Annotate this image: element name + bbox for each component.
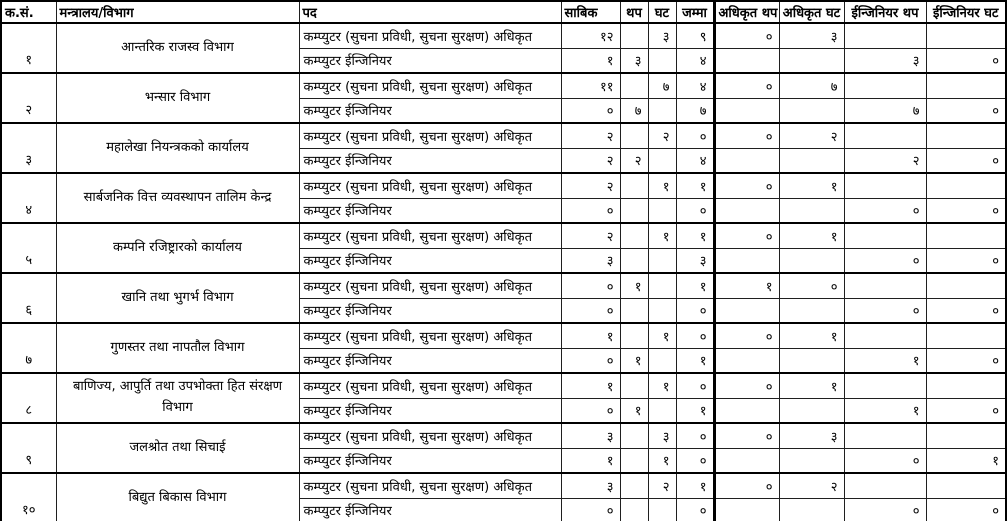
header-ministry-department: मन्त्रालय/विभाग: [56, 1, 299, 23]
value-cell-officer-added: ०: [714, 323, 779, 348]
value-cell-added: १: [620, 348, 648, 373]
value-cell-total: १: [676, 273, 714, 298]
value-cell-engineer-reduced: ०: [926, 398, 1006, 423]
value-cell-officer-reduced: [779, 98, 844, 123]
position-cell-officer: कम्प्युटर (सुचना प्रविधी, सुचना सुरक्षण) अधिकृत: [299, 223, 561, 248]
value-cell-engineer-added: [844, 123, 926, 148]
header-added: थप: [620, 1, 648, 23]
value-cell-officer-added: १: [714, 273, 779, 298]
value-cell-officer-reduced: ३: [779, 423, 844, 448]
department-cell: जलश्रोत तथा सिचाई: [56, 423, 299, 473]
value-cell-officer-added: ०: [714, 23, 779, 48]
value-cell-officer-reduced: [779, 248, 844, 273]
value-cell-officer-added: [714, 198, 779, 223]
position-cell-officer: कम्प्युटर (सुचना प्रविधी, सुचना सुरक्षण) अधिकृत: [299, 473, 561, 498]
value-cell-officer-added: [714, 298, 779, 323]
value-cell-added: ७: [620, 98, 648, 123]
table-row: [1, 323, 1006, 348]
table-row: [1, 173, 1006, 198]
value-cell-reduced: [648, 148, 676, 173]
value-cell-officer-reduced: २: [779, 473, 844, 498]
position-cell-engineer: कम्प्युटर ईन्जिनियर: [299, 98, 561, 123]
value-cell-total: १: [676, 223, 714, 248]
value-cell-reduced: १: [648, 173, 676, 198]
value-cell-previous: १२: [561, 23, 620, 48]
value-cell-engineer-reduced: [926, 173, 1006, 198]
position-cell-engineer: कम्प्युटर ईन्जिनियर: [299, 148, 561, 173]
value-cell-reduced: [648, 48, 676, 73]
value-cell-added: [620, 248, 648, 273]
department-cell: कम्पनि रजिष्ट्रारको कार्यालय: [56, 223, 299, 273]
value-cell-previous: २: [561, 123, 620, 148]
value-cell-engineer-reduced: ०: [926, 48, 1006, 73]
value-cell-total: ०: [676, 498, 714, 521]
value-cell-previous: ११: [561, 73, 620, 98]
value-cell-engineer-added: [844, 423, 926, 448]
table-row: [1, 423, 1006, 448]
value-cell-total: ३: [676, 248, 714, 273]
value-cell-engineer-reduced: [926, 23, 1006, 48]
value-cell-officer-added: ०: [714, 423, 779, 448]
value-cell-previous: ०: [561, 498, 620, 521]
value-cell-total: १: [676, 398, 714, 423]
serial-cell: १०: [1, 473, 56, 521]
position-cell-engineer: कम्प्युटर ईन्जिनियर: [299, 448, 561, 473]
position-cell-officer: कम्प्युटर (सुचना प्रविधी, सुचना सुरक्षण) अधिकृत: [299, 273, 561, 298]
value-cell-officer-reduced: १: [779, 223, 844, 248]
value-cell-engineer-added: ७: [844, 98, 926, 123]
value-cell-engineer-added: ०: [844, 498, 926, 521]
value-cell-total: १: [676, 348, 714, 373]
header-previous: साबिक: [561, 1, 620, 23]
value-cell-officer-reduced: ०: [779, 273, 844, 298]
value-cell-engineer-reduced: ०: [926, 148, 1006, 173]
value-cell-total: ०: [676, 373, 714, 398]
value-cell-officer-reduced: [779, 148, 844, 173]
value-cell-added: [620, 498, 648, 521]
value-cell-previous: ०: [561, 348, 620, 373]
department-cell: सार्बजनिक वित्त व्यवस्थापन तालिम केन्द्र: [56, 173, 299, 223]
value-cell-engineer-added: [844, 223, 926, 248]
value-cell-total: ०: [676, 423, 714, 448]
value-cell-reduced: ३: [648, 23, 676, 48]
value-cell-officer-added: [714, 448, 779, 473]
value-cell-total: १: [676, 173, 714, 198]
value-cell-officer-added: ०: [714, 173, 779, 198]
position-cell-officer: कम्प्युटर (सुचना प्रविधी, सुचना सुरक्षण) अधिकृत: [299, 423, 561, 448]
position-cell-engineer: कम्प्युटर ईन्जिनियर: [299, 398, 561, 423]
value-cell-officer-added: ०: [714, 373, 779, 398]
value-cell-reduced: [648, 98, 676, 123]
value-cell-officer-reduced: [779, 298, 844, 323]
value-cell-engineer-added: [844, 473, 926, 498]
value-cell-added: [620, 298, 648, 323]
value-cell-reduced: ७: [648, 73, 676, 98]
value-cell-added: [620, 73, 648, 98]
value-cell-engineer-added: ०: [844, 198, 926, 223]
value-cell-added: १: [620, 273, 648, 298]
value-cell-reduced: १: [648, 373, 676, 398]
position-cell-officer: कम्प्युटर (सुचना प्रविधी, सुचना सुरक्षण) अधिकृत: [299, 373, 561, 398]
value-cell-officer-reduced: २: [779, 123, 844, 148]
value-cell-added: [620, 173, 648, 198]
value-cell-reduced: ३: [648, 423, 676, 448]
value-cell-engineer-reduced: [926, 423, 1006, 448]
value-cell-previous: १: [561, 373, 620, 398]
value-cell-added: [620, 223, 648, 248]
header-position: पद: [299, 1, 561, 23]
value-cell-added: २: [620, 148, 648, 173]
value-cell-officer-added: ०: [714, 223, 779, 248]
value-cell-total: ९: [676, 23, 714, 48]
value-cell-reduced: [648, 248, 676, 273]
value-cell-reduced: २: [648, 473, 676, 498]
value-cell-engineer-reduced: [926, 223, 1006, 248]
value-cell-previous: ०: [561, 198, 620, 223]
value-cell-total: ०: [676, 123, 714, 148]
value-cell-added: [620, 323, 648, 348]
value-cell-engineer-reduced: ०: [926, 498, 1006, 521]
value-cell-engineer-added: [844, 173, 926, 198]
value-cell-reduced: [648, 348, 676, 373]
serial-cell: ८: [1, 373, 56, 423]
value-cell-officer-added: [714, 98, 779, 123]
value-cell-officer-added: [714, 348, 779, 373]
value-cell-officer-added: ०: [714, 473, 779, 498]
value-cell-engineer-added: ०: [844, 248, 926, 273]
value-cell-total: ०: [676, 448, 714, 473]
header-engineer-added: ईन्जिनियर थप: [844, 1, 926, 23]
value-cell-previous: २: [561, 173, 620, 198]
value-cell-engineer-added: [844, 373, 926, 398]
value-cell-previous: १: [561, 323, 620, 348]
table-header: [1, 1, 1006, 23]
table-body: [1, 23, 1006, 521]
value-cell-engineer-reduced: ०: [926, 348, 1006, 373]
department-cell: बिद्युत बिकास विभाग: [56, 473, 299, 521]
position-cell-officer: कम्प्युटर (सुचना प्रविधी, सुचना सुरक्षण) अधिकृत: [299, 173, 561, 198]
position-cell-engineer: कम्प्युटर ईन्जिनियर: [299, 48, 561, 73]
value-cell-officer-reduced: [779, 48, 844, 73]
header-engineer-reduced: ईन्जिनियर घट: [926, 1, 1006, 23]
value-cell-officer-added: ०: [714, 73, 779, 98]
value-cell-total: १: [676, 473, 714, 498]
value-cell-officer-reduced: [779, 348, 844, 373]
value-cell-engineer-reduced: [926, 123, 1006, 148]
value-cell-added: ३: [620, 48, 648, 73]
header-reduced: घट: [648, 1, 676, 23]
value-cell-added: [620, 123, 648, 148]
value-cell-previous: २: [561, 223, 620, 248]
value-cell-officer-reduced: [779, 448, 844, 473]
serial-cell: ७: [1, 323, 56, 373]
serial-cell: ३: [1, 123, 56, 173]
header-row: [1, 1, 1006, 23]
department-cell: भन्सार विभाग: [56, 73, 299, 123]
department-cell: खानि तथा भुगर्भ विभाग: [56, 273, 299, 323]
value-cell-previous: ३: [561, 423, 620, 448]
serial-cell: १: [1, 23, 56, 73]
value-cell-officer-added: [714, 248, 779, 273]
value-cell-officer-reduced: १: [779, 323, 844, 348]
value-cell-engineer-reduced: ०: [926, 98, 1006, 123]
value-cell-added: [620, 448, 648, 473]
value-cell-engineer-added: ०: [844, 448, 926, 473]
value-cell-engineer-reduced: [926, 73, 1006, 98]
value-cell-engineer-reduced: [926, 473, 1006, 498]
value-cell-engineer-added: [844, 73, 926, 98]
value-cell-previous: ०: [561, 98, 620, 123]
position-cell-engineer: कम्प्युटर ईन्जिनियर: [299, 348, 561, 373]
value-cell-officer-added: [714, 398, 779, 423]
value-cell-engineer-added: [844, 323, 926, 348]
value-cell-total: ४: [676, 148, 714, 173]
value-cell-total: ०: [676, 198, 714, 223]
value-cell-previous: १: [561, 448, 620, 473]
serial-cell: २: [1, 73, 56, 123]
position-cell-officer: कम्प्युटर (सुचना प्रविधी, सुचना सुरक्षण) अधिकृत: [299, 73, 561, 98]
table-row: [1, 273, 1006, 298]
serial-cell: ५: [1, 223, 56, 273]
value-cell-total: ७: [676, 98, 714, 123]
value-cell-added: १: [620, 398, 648, 423]
value-cell-reduced: [648, 298, 676, 323]
value-cell-previous: ०: [561, 298, 620, 323]
value-cell-engineer-reduced: ०: [926, 198, 1006, 223]
value-cell-officer-added: [714, 498, 779, 521]
value-cell-officer-added: [714, 48, 779, 73]
value-cell-total: ०: [676, 298, 714, 323]
value-cell-added: [620, 423, 648, 448]
value-cell-reduced: [648, 498, 676, 521]
department-cell: महालेखा नियन्त्रकको कार्यालय: [56, 123, 299, 173]
value-cell-officer-added: ०: [714, 123, 779, 148]
value-cell-reduced: [648, 198, 676, 223]
value-cell-engineer-reduced: १: [926, 448, 1006, 473]
value-cell-officer-reduced: ३: [779, 23, 844, 48]
table-row: [1, 23, 1006, 48]
value-cell-reduced: २: [648, 123, 676, 148]
serial-cell: ९: [1, 423, 56, 473]
value-cell-officer-reduced: ७: [779, 73, 844, 98]
value-cell-engineer-reduced: [926, 323, 1006, 348]
position-cell-engineer: कम्प्युटर ईन्जिनियर: [299, 298, 561, 323]
value-cell-engineer-added: [844, 273, 926, 298]
value-cell-engineer-added: १: [844, 348, 926, 373]
serial-cell: ६: [1, 273, 56, 323]
value-cell-added: [620, 198, 648, 223]
value-cell-reduced: १: [648, 448, 676, 473]
department-cell: आन्तरिक राजस्व विभाग: [56, 23, 299, 73]
value-cell-previous: ०: [561, 273, 620, 298]
value-cell-officer-reduced: [779, 398, 844, 423]
table-row: [1, 123, 1006, 148]
value-cell-previous: ३: [561, 473, 620, 498]
position-cell-engineer: कम्प्युटर ईन्जिनियर: [299, 498, 561, 521]
value-cell-officer-reduced: [779, 198, 844, 223]
value-cell-engineer-added: ०: [844, 298, 926, 323]
value-cell-total: ०: [676, 323, 714, 348]
value-cell-engineer-added: ३: [844, 48, 926, 73]
position-cell-engineer: कम्प्युटर ईन्जिनियर: [299, 198, 561, 223]
value-cell-added: [620, 473, 648, 498]
table-row: [1, 73, 1006, 98]
value-cell-previous: ३: [561, 248, 620, 273]
table-row: [1, 373, 1006, 398]
header-officer-reduced: अधिकृत घट: [779, 1, 844, 23]
header-officer-added: अधिकृत थप: [714, 1, 779, 23]
value-cell-engineer-reduced: ०: [926, 298, 1006, 323]
table-row: [1, 473, 1006, 498]
value-cell-reduced: १: [648, 223, 676, 248]
value-cell-added: [620, 373, 648, 398]
value-cell-total: ४: [676, 48, 714, 73]
value-cell-engineer-reduced: [926, 373, 1006, 398]
value-cell-engineer-added: [844, 23, 926, 48]
department-cell: गुणस्तर तथा नापतौल विभाग: [56, 323, 299, 373]
value-cell-engineer-added: १: [844, 398, 926, 423]
value-cell-reduced: १: [648, 323, 676, 348]
value-cell-reduced: [648, 273, 676, 298]
value-cell-officer-added: [714, 148, 779, 173]
value-cell-reduced: [648, 398, 676, 423]
table-row: [1, 223, 1006, 248]
value-cell-previous: १: [561, 48, 620, 73]
value-cell-previous: ०: [561, 398, 620, 423]
department-cell: बाणिज्य, आपुर्ति तथा उपभोक्ता हित संरक्षण विभाग: [56, 373, 299, 423]
value-cell-engineer-reduced: ०: [926, 248, 1006, 273]
value-cell-total: ४: [676, 73, 714, 98]
value-cell-engineer-reduced: [926, 273, 1006, 298]
position-cell-officer: कम्प्युटर (सुचना प्रविधी, सुचना सुरक्षण) अधिकृत: [299, 323, 561, 348]
header-serial: क.सं.: [1, 1, 56, 23]
value-cell-officer-reduced: १: [779, 373, 844, 398]
value-cell-engineer-added: २: [844, 148, 926, 173]
value-cell-added: [620, 23, 648, 48]
header-total: जम्मा: [676, 1, 714, 23]
value-cell-officer-reduced: [779, 498, 844, 521]
position-cell-engineer: कम्प्युटर ईन्जिनियर: [299, 248, 561, 273]
position-cell-officer: कम्प्युटर (सुचना प्रविधी, सुचना सुरक्षण) अधिकृत: [299, 23, 561, 48]
position-cell-officer: कम्प्युटर (सुचना प्रविधी, सुचना सुरक्षण) अधिकृत: [299, 123, 561, 148]
value-cell-previous: २: [561, 148, 620, 173]
value-cell-officer-reduced: १: [779, 173, 844, 198]
serial-cell: ४: [1, 173, 56, 223]
